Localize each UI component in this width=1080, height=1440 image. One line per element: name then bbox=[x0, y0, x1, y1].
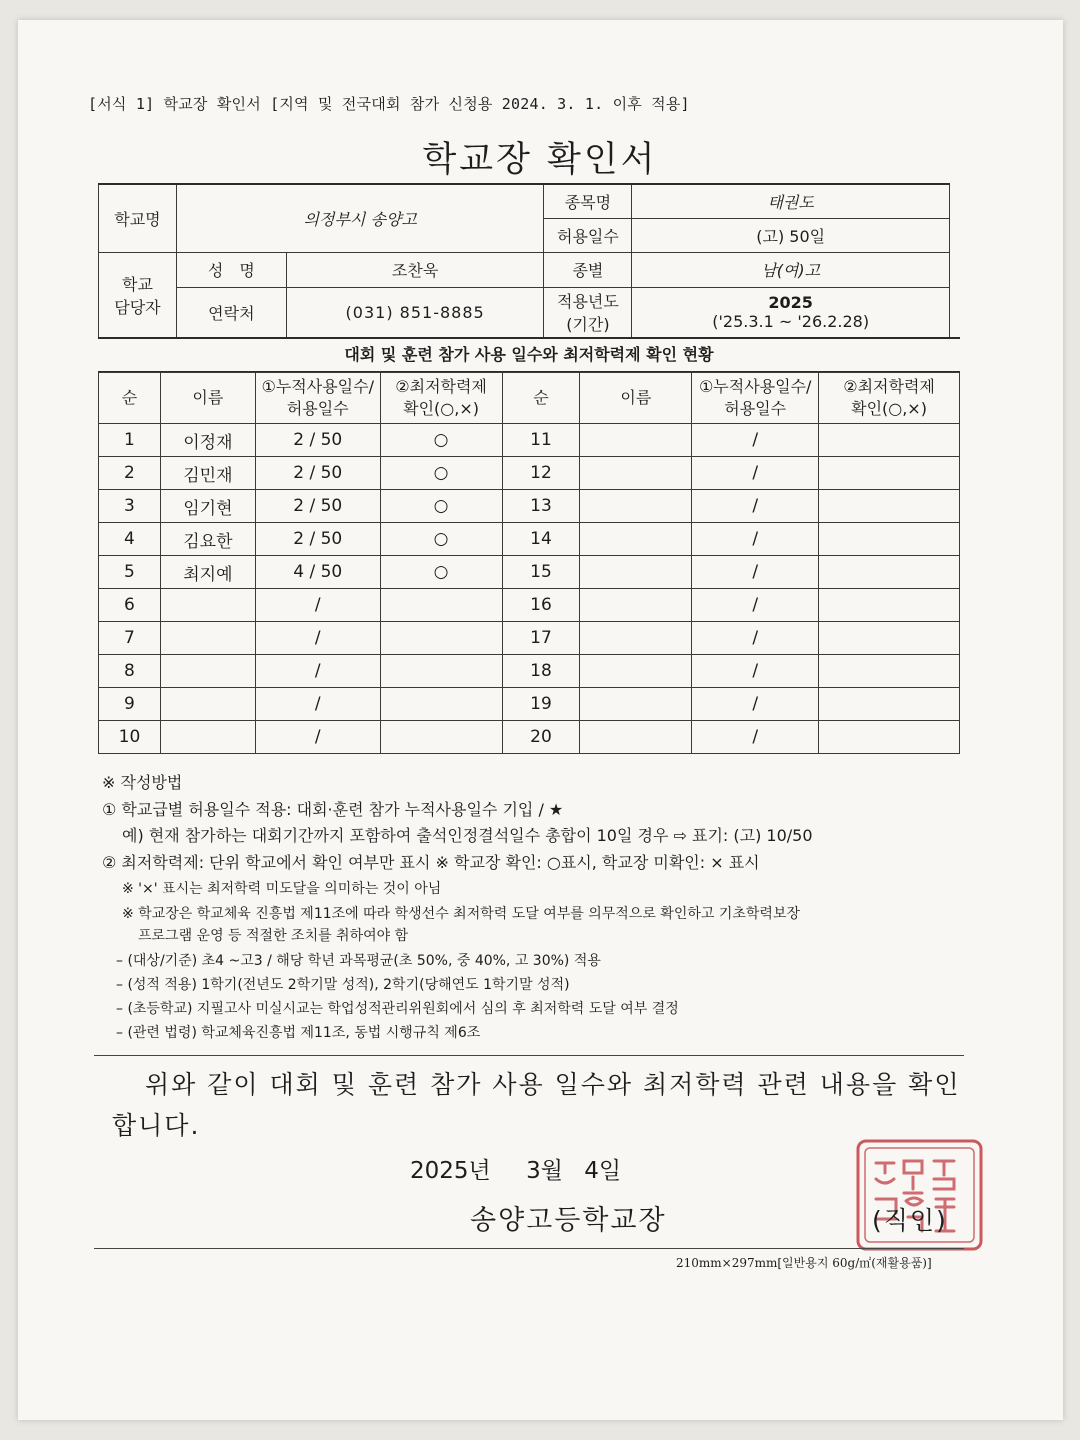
row-no: 8 bbox=[99, 655, 161, 688]
student-name: 이정재 bbox=[160, 424, 255, 457]
row-no: 13 bbox=[502, 490, 580, 523]
table-row bbox=[99, 688, 960, 721]
col-days bbox=[255, 373, 380, 424]
year-value-cell bbox=[632, 287, 950, 337]
year-period: ('25.3.1 ~ '26.2.28) bbox=[712, 312, 870, 331]
min-academic-check bbox=[380, 688, 502, 721]
student-name bbox=[580, 721, 692, 754]
confirmation-line1: 위와 같이 대회 및 훈련 참가 사용 일수와 최저학력 관련 내용을 확인 bbox=[145, 1070, 961, 1099]
student-name bbox=[160, 589, 255, 622]
student-name: 임기현 bbox=[160, 490, 255, 523]
table-row bbox=[99, 424, 960, 457]
min-academic-check bbox=[819, 457, 960, 490]
student-name bbox=[160, 688, 255, 721]
min-academic-check bbox=[819, 655, 960, 688]
min-academic-check: ○ bbox=[380, 457, 502, 490]
note-line-10: – (관련 법령) 학교체육진흥법 제11조, 동법 시행규칙 제6조 bbox=[116, 1025, 481, 1041]
student-name bbox=[580, 490, 692, 523]
row-no: 5 bbox=[99, 556, 161, 589]
row-no: 14 bbox=[502, 523, 580, 556]
col-no-2: 순 bbox=[502, 373, 580, 424]
info-table bbox=[98, 183, 950, 338]
student-name bbox=[160, 721, 255, 754]
year-label-line2: (기간) bbox=[566, 315, 610, 334]
row-no: 2 bbox=[99, 457, 161, 490]
document-title: 학교장 확인서 bbox=[422, 140, 658, 180]
cumulative-days: / bbox=[255, 688, 380, 721]
cumulative-days: 2 / 50 bbox=[255, 424, 380, 457]
cumulative-days: 2 / 50 bbox=[255, 490, 380, 523]
row-no: 18 bbox=[502, 655, 580, 688]
min-academic-check bbox=[819, 523, 960, 556]
student-name bbox=[580, 655, 692, 688]
date-day: 4일 bbox=[584, 1158, 622, 1184]
student-name bbox=[580, 589, 692, 622]
min-academic-check bbox=[819, 424, 960, 457]
student-name bbox=[580, 523, 692, 556]
allowed-days-label: 허용일수 bbox=[544, 218, 632, 252]
col-days-line1: ①누적사용일수/ bbox=[261, 377, 374, 396]
table-row bbox=[99, 721, 960, 754]
status-header-row bbox=[99, 373, 960, 424]
date-month: 3월 bbox=[526, 1158, 563, 1184]
form-label: [서식 1] 학교장 확인서 [지역 및 전국대회 참가 신청용 2024. 3. 1. 이후 적용] bbox=[88, 95, 690, 113]
issue-date bbox=[410, 1152, 621, 1185]
row-no: 4 bbox=[99, 523, 161, 556]
principal-name: 송양고등학교장 bbox=[470, 1205, 667, 1236]
table-row bbox=[99, 655, 960, 688]
cumulative-days: / bbox=[692, 457, 819, 490]
allowed-days-value: (고) 50일 bbox=[632, 218, 950, 252]
seal-label: (직인) bbox=[872, 1206, 948, 1235]
table-row bbox=[99, 622, 960, 655]
note-line-7: – (대상/기준) 초4 ~고3 / 해당 학년 과목평균(초 50%, 중 40%, 고 30%) 적용 bbox=[116, 953, 601, 969]
student-name bbox=[580, 424, 692, 457]
col-check-2-line1: ②최저학력제 bbox=[843, 377, 935, 396]
gender-label: 종별 bbox=[544, 252, 632, 287]
note-line-9: – (초등학교) 지필고사 미실시교는 학업성적관리위원회에서 심의 후 최저학력 도달 여부 결정 bbox=[116, 1001, 679, 1017]
divider bbox=[94, 1055, 964, 1056]
row-no: 16 bbox=[502, 589, 580, 622]
row-no: 9 bbox=[99, 688, 161, 721]
gender-value: 남(여)고 bbox=[632, 252, 950, 287]
row-no: 12 bbox=[502, 457, 580, 490]
row-no: 11 bbox=[502, 424, 580, 457]
name-label: 성 명 bbox=[176, 252, 286, 287]
min-academic-check bbox=[819, 490, 960, 523]
cumulative-days: / bbox=[255, 655, 380, 688]
date-year: 2025년 bbox=[410, 1158, 491, 1184]
student-name: 최지예 bbox=[160, 556, 255, 589]
student-name bbox=[160, 655, 255, 688]
status-table bbox=[98, 372, 960, 754]
cumulative-days: / bbox=[255, 721, 380, 754]
min-academic-check bbox=[819, 688, 960, 721]
min-academic-check: ○ bbox=[380, 556, 502, 589]
school-value: 의정부시 송양고 bbox=[176, 184, 544, 252]
notes-heading: ※ 작성방법 bbox=[102, 773, 183, 792]
school-label: 학교명 bbox=[99, 184, 177, 252]
cumulative-days: 2 / 50 bbox=[255, 457, 380, 490]
col-name: 이름 bbox=[160, 373, 255, 424]
min-academic-check bbox=[819, 589, 960, 622]
year-label bbox=[544, 287, 632, 337]
cumulative-days: / bbox=[692, 688, 819, 721]
row-no: 3 bbox=[99, 490, 161, 523]
min-academic-check: ○ bbox=[380, 424, 502, 457]
row-no: 15 bbox=[502, 556, 580, 589]
cumulative-days: / bbox=[692, 589, 819, 622]
col-check-2 bbox=[819, 373, 960, 424]
student-name: 김민재 bbox=[160, 457, 255, 490]
cumulative-days: / bbox=[255, 589, 380, 622]
cumulative-days: / bbox=[692, 556, 819, 589]
table-row bbox=[99, 457, 960, 490]
col-check-line2: 확인(○,×) bbox=[403, 399, 479, 418]
manager-label-line2: 담당자 bbox=[114, 297, 161, 317]
min-academic-check bbox=[819, 622, 960, 655]
col-name-2: 이름 bbox=[580, 373, 692, 424]
student-name bbox=[580, 622, 692, 655]
contact-label: 연락처 bbox=[176, 287, 286, 337]
cumulative-days: / bbox=[255, 622, 380, 655]
min-academic-check: ○ bbox=[380, 523, 502, 556]
year-value: 2025 bbox=[768, 293, 813, 312]
cumulative-days: 2 / 50 bbox=[255, 523, 380, 556]
min-academic-check bbox=[380, 721, 502, 754]
col-no: 순 bbox=[99, 373, 161, 424]
min-academic-check bbox=[380, 622, 502, 655]
col-days-line2: 허용일수 bbox=[286, 399, 349, 418]
row-no: 10 bbox=[99, 721, 161, 754]
min-academic-check bbox=[380, 655, 502, 688]
year-label-line1: 적용년도 bbox=[556, 292, 619, 311]
name-value: 조찬욱 bbox=[286, 252, 544, 287]
paper-spec: 210mm×297mm[일반용지 60g/㎡(재활용품)] bbox=[676, 1256, 932, 1270]
col-check-line1: ②최저학력제 bbox=[395, 377, 487, 396]
cumulative-days: / bbox=[692, 424, 819, 457]
cumulative-days: / bbox=[692, 523, 819, 556]
table-row bbox=[99, 589, 960, 622]
col-days-2-line1: ①누적사용일수/ bbox=[698, 377, 812, 396]
sport-label: 종목명 bbox=[544, 184, 632, 218]
row-no: 19 bbox=[502, 688, 580, 721]
sport-value: 태권도 bbox=[632, 184, 950, 218]
note-line-2: 예) 현재 참가하는 대회기간까지 포함하여 출석인정결석일수 총합이 10일 경우 ⇨ 표기: (고) 10/50 bbox=[122, 826, 813, 845]
cumulative-days: / bbox=[692, 622, 819, 655]
student-name bbox=[580, 688, 692, 721]
note-line-5: ※ 학교장은 학교체육 진흥법 제11조에 따라 학생선수 최저학력 도달 여부를 의무적으로 확인하고 기초학력보장 bbox=[122, 906, 801, 922]
min-academic-check: ○ bbox=[380, 490, 502, 523]
student-name bbox=[160, 622, 255, 655]
cumulative-days: / bbox=[692, 655, 819, 688]
min-academic-check bbox=[819, 556, 960, 589]
student-name bbox=[580, 556, 692, 589]
col-days-2-line2: 허용일수 bbox=[724, 399, 787, 418]
manager-label bbox=[99, 252, 177, 337]
min-academic-check bbox=[380, 589, 502, 622]
row-no: 7 bbox=[99, 622, 161, 655]
note-line-4: ※ '×' 표시는 최저학력 미도달을 의미하는 것이 아님 bbox=[122, 881, 442, 897]
contact-value: (031) 851-8885 bbox=[286, 287, 544, 337]
bottom-divider bbox=[94, 1248, 964, 1249]
row-no: 6 bbox=[99, 589, 161, 622]
student-name: 김요한 bbox=[160, 523, 255, 556]
row-no: 1 bbox=[99, 424, 161, 457]
col-check bbox=[380, 373, 502, 424]
min-academic-check bbox=[819, 721, 960, 754]
confirmation-line2: 합니다. bbox=[112, 1111, 201, 1140]
col-check-2-line2: 확인(○,×) bbox=[851, 399, 927, 418]
status-heading: 대회 및 훈련 참가 사용 일수와 최저학력제 확인 현황 bbox=[98, 337, 960, 372]
note-line-8: – (성적 적용) 1학기(전년도 2학기말 성적), 2학기(당해연도 1학기말 성적) bbox=[116, 977, 570, 993]
cumulative-days: / bbox=[692, 721, 819, 754]
table-row bbox=[99, 490, 960, 523]
cumulative-days: 4 / 50 bbox=[255, 556, 380, 589]
note-line-6: 프로그램 운영 등 적절한 조치를 취하여야 함 bbox=[138, 928, 409, 944]
official-seal-stamp bbox=[852, 1135, 987, 1255]
note-line-3: ② 최저학력제: 단위 학교에서 확인 여부만 표시 ※ 학교장 확인: ○표시, 학교장 미확인: × 표시 bbox=[102, 853, 760, 872]
row-no: 17 bbox=[502, 622, 580, 655]
col-days-2 bbox=[692, 373, 819, 424]
student-name bbox=[580, 457, 692, 490]
note-line-1: ① 학교급별 허용일수 적용: 대회·훈련 참가 누적사용일수 기입 / ★ bbox=[102, 800, 564, 819]
row-no: 20 bbox=[502, 721, 580, 754]
table-row bbox=[99, 523, 960, 556]
cumulative-days: / bbox=[692, 490, 819, 523]
table-row bbox=[99, 556, 960, 589]
manager-label-line1: 학교 bbox=[121, 274, 153, 294]
